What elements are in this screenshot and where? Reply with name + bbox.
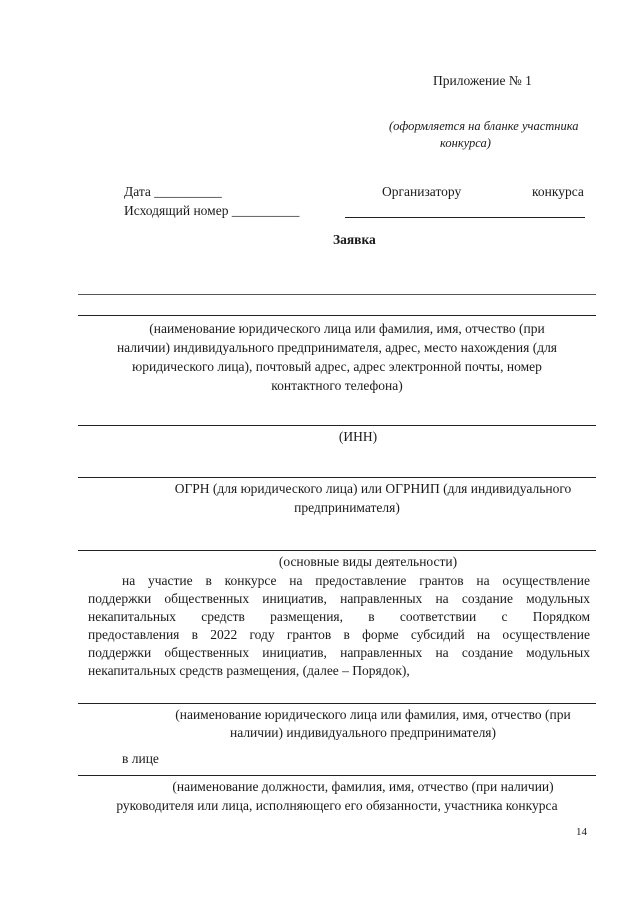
body-line-2: поддержки общественных инициатив, направленных на создание модульных bbox=[88, 591, 590, 606]
ogrn-caption-1: ОГРН (для юридического лица) или ОГРНИП (для индивидуального bbox=[174, 481, 572, 496]
applicant-caption-2: наличии) индивидуального предпринимателя, адрес, место нахождения (для bbox=[116, 340, 558, 355]
name2-line bbox=[78, 703, 596, 704]
appendix-label: Приложение № 1 bbox=[433, 73, 532, 88]
applicant-caption-1: (наименование юридического лица или фамилия, имя, отчество (при bbox=[149, 321, 545, 336]
name2-caption-2: наличии) индивидуального предпринимателя) bbox=[229, 725, 497, 740]
inn-line bbox=[78, 425, 596, 426]
body-line-3: некапитальных средств размещения, в соответствии с Порядком bbox=[88, 609, 590, 624]
ogrn-caption-2: предпринимателя) bbox=[294, 500, 400, 515]
ogrn-line bbox=[78, 477, 596, 478]
contest-label: конкурса bbox=[532, 184, 584, 199]
applicant-line-2 bbox=[78, 315, 596, 316]
inn-caption: (ИНН) bbox=[338, 429, 378, 444]
activities-caption: (основные виды деятельности) bbox=[278, 554, 458, 569]
organizer-line bbox=[345, 217, 585, 218]
body-line-1: на участие в конкурсе на предоставление грантов на осуществление bbox=[122, 573, 590, 588]
position-caption-2: руководителя или лица, исполняющего его обязанности, участника конкурса bbox=[116, 798, 558, 813]
body-line-5: поддержки общественных инициатив, направленных на создание модульных bbox=[88, 645, 590, 660]
position-caption-1: (наименование должности, фамилия, имя, отчество (при наличии) bbox=[172, 779, 554, 794]
position-line bbox=[78, 775, 596, 776]
document-title: Заявка bbox=[333, 232, 376, 247]
date-label: Дата __________ bbox=[124, 184, 222, 199]
body-line-6: некапитальных средств размещения, (далее – Порядок), bbox=[88, 663, 410, 678]
applicant-caption-4: контактного телефона) bbox=[271, 378, 403, 393]
organizer-label: Организатору bbox=[382, 184, 462, 199]
body-line-4: предоставления в 2022 году грантов в форме субсидий на осуществление bbox=[88, 627, 590, 642]
form-note-line2: конкурса) bbox=[440, 136, 491, 150]
applicant-line-1 bbox=[78, 294, 596, 295]
outgoing-number-label: Исходящий номер __________ bbox=[124, 203, 300, 218]
name2-caption-1: (наименование юридического лица или фамилия, имя, отчество (при bbox=[175, 707, 571, 722]
form-note-line1: (оформляется на бланке участника bbox=[389, 119, 579, 133]
applicant-caption-3: юридического лица), почтовый адрес, адрес электронной почты, номер bbox=[132, 359, 542, 374]
activities-line bbox=[78, 550, 596, 551]
page-number: 14 bbox=[576, 826, 587, 838]
in-person-label: в лице bbox=[122, 751, 159, 766]
